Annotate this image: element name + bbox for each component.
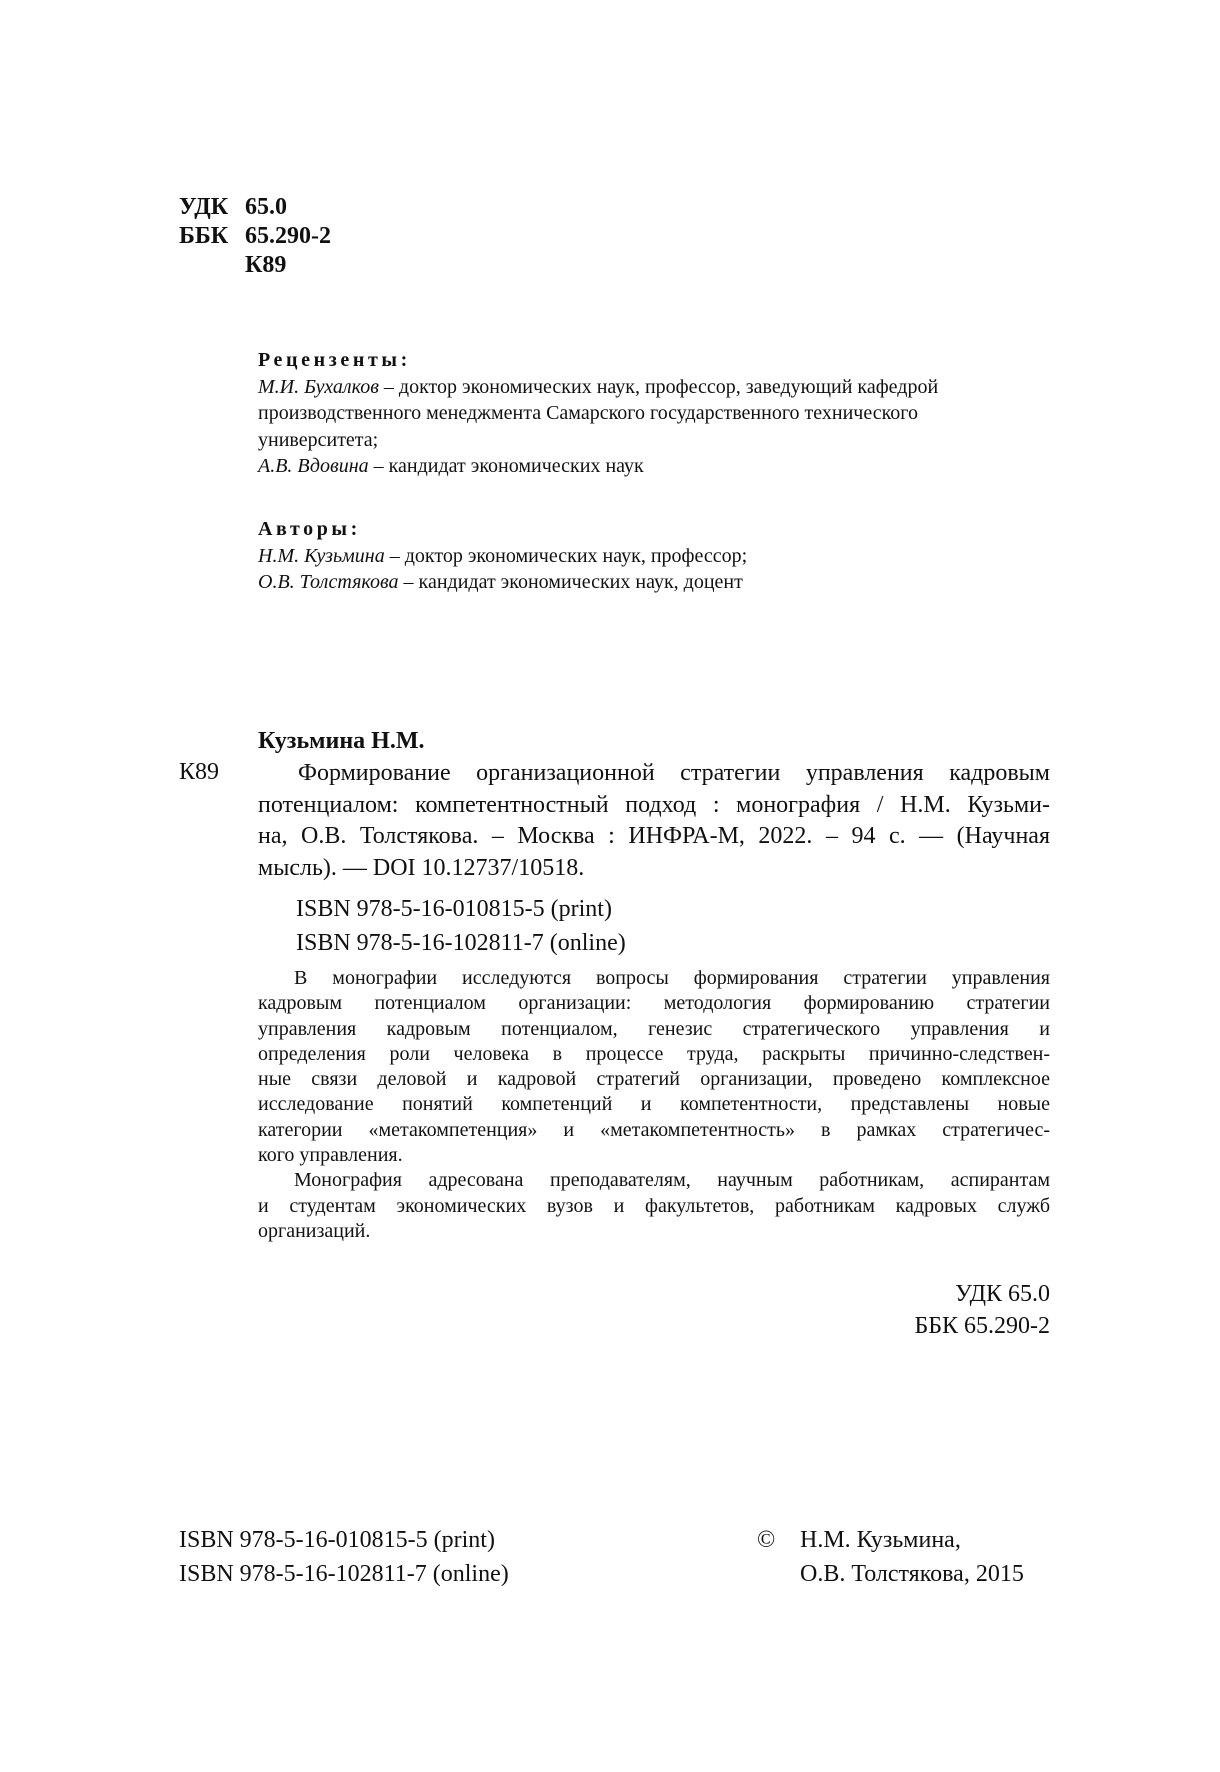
biblio-isbn-print: ISBN 978-5-16-010815-5 (print) (296, 896, 612, 922)
abstract-line-8: кого управления. (258, 1144, 403, 1167)
author-mark-code: К89 (179, 759, 220, 785)
reviewer-2-name: А.В. Вдовина (258, 455, 369, 477)
reviewer-1-name: М.И. Бухалков (258, 375, 379, 398)
author-mark-row (179, 251, 331, 280)
reviewer-1 (258, 374, 1050, 401)
biblio-line-1: Формирование организационной стратегии управления кадровым (298, 760, 1050, 786)
biblio-isbn-block (296, 892, 626, 960)
udk-row (179, 193, 331, 222)
biblio-line-2: потенциалом: компетентностный подход : монография / Н.М. Кузьми- (258, 791, 1050, 818)
author-1-name: Н.М. Кузьмина (258, 544, 385, 567)
reviewers-section (258, 347, 1050, 480)
classification-block (179, 193, 331, 280)
abstract-line-9: Монография адресована преподавателям, научным работникам, аспирантам (294, 1169, 1050, 1192)
abstract-line-6: исследование понятий компетенций и компетентности, представлены новые (258, 1093, 1050, 1116)
bbk-key: ББК (179, 223, 229, 249)
abstract (258, 966, 1050, 1244)
author-2-name: О.В. Толстякова (258, 571, 399, 593)
author-mark-value: К89 (245, 252, 287, 278)
bibliographic-description (258, 758, 1050, 884)
reviewer-1-line-3: университета; (258, 428, 379, 451)
authors-section (258, 516, 1050, 596)
abstract-line-5: ные связи деловой и кадровой стратегий организации, проведено комплексное (258, 1068, 1050, 1091)
author-mark-key (179, 251, 245, 280)
copyright-line-2: О.В. Толстякова, 2015 (800, 1561, 1024, 1587)
author-2 (258, 569, 1050, 596)
reviewer-2-text: – кандидат экономических наук (368, 455, 644, 477)
bbk-value: 65.290-2 (245, 223, 331, 249)
copyright-line-1: Н.М. Кузьмина, (800, 1527, 961, 1553)
reviewers-heading: Рецензенты: (258, 349, 411, 371)
author-1-text: – доктор экономических наук, профессор; (384, 544, 748, 567)
abstract-line-1: В монографии исследуются вопросы формирования стратегии управления (294, 967, 1050, 989)
abstract-line-4: определения роли человека в процессе труда, раскрыты причинно-следствен- (258, 1042, 1050, 1065)
abstract-line-2: кадровым потенциалом организации: методология формированию стратегии (258, 992, 1050, 1015)
biblio-line-4: мысль). — DOI 10.12737/10518. (258, 854, 585, 881)
author-1 (258, 543, 1050, 570)
author-2-text: – кандидат экономических наук, доцент (398, 571, 743, 593)
biblio-line-3: на, О.В. Толстякова. – Москва : ИНФРА-М, 2022. – 94 с. — (Научная (258, 823, 1050, 849)
authors-heading: Авторы: (258, 518, 361, 540)
copyright-holders (800, 1523, 1024, 1591)
abstract-line-11: организаций. (258, 1219, 371, 1242)
reviewer-1-text: – доктор экономических наук, профессор, заведующий кафедрой (378, 375, 939, 398)
abstract-line-3: управления кадровым потенциалом, генезис стратегического управления и (258, 1017, 1050, 1040)
classification-right (914, 1278, 1050, 1342)
reviewer-1-line-2: производственного менеджмента Самарского государственного технического (258, 402, 918, 424)
bbk-row (179, 222, 331, 251)
footer-isbn-online: ISBN 978-5-16-102811-7 (online) (179, 1561, 509, 1587)
footer-isbn-print: ISBN 978-5-16-010815-5 (print) (179, 1527, 495, 1553)
abstract-line-7: категории «метакомпетенция» и «метакомпетентность» в рамках стратегичес- (258, 1118, 1050, 1141)
udk-value: 65.0 (245, 194, 287, 220)
abstract-line-10: и студентам экономических вузов и факультетов, работникам кадровых служб (258, 1194, 1050, 1217)
udk-right: УДК 65.0 (955, 1281, 1050, 1307)
bbk-right: ББК 65.290-2 (914, 1313, 1050, 1339)
biblio-isbn-online: ISBN 978-5-16-102811-7 (online) (296, 930, 626, 956)
reviewer-2 (258, 453, 1050, 480)
copyright-icon: © (757, 1527, 776, 1553)
footer-isbn-block (179, 1523, 509, 1591)
udk-key: УДК (179, 194, 229, 220)
main-author-heading: Кузьмина Н.М. (258, 728, 425, 754)
